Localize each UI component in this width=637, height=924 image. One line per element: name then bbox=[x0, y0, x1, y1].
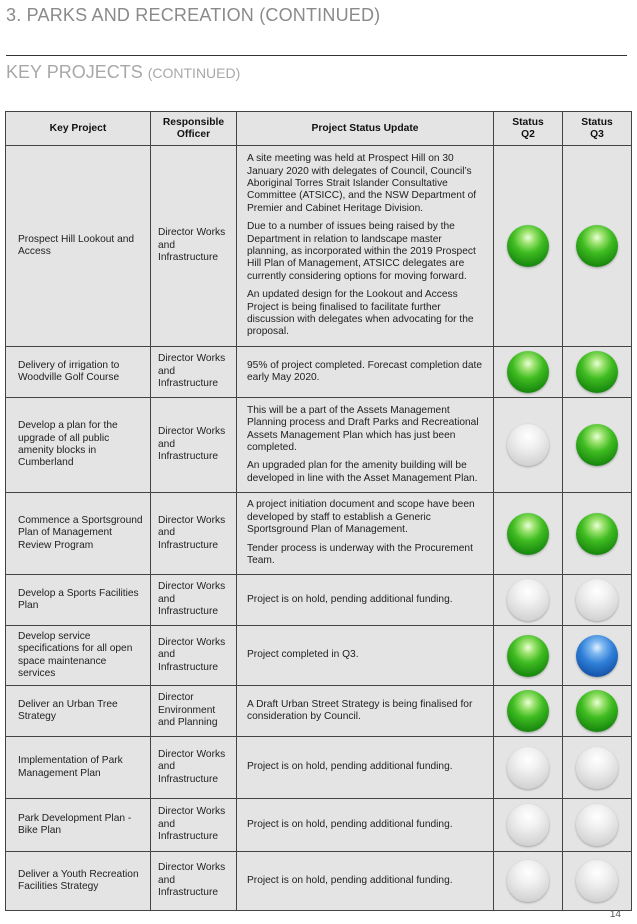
status-q3-cell bbox=[563, 852, 632, 911]
status-q2-cell bbox=[494, 626, 563, 686]
header-officer-line1: Responsible bbox=[162, 116, 225, 128]
responsible-officer-cell: Director Works and Infrastructure bbox=[151, 493, 237, 575]
status-update-paragraph: Project is on hold, pending additional funding. bbox=[247, 818, 453, 830]
status-green-indicator-icon bbox=[507, 225, 549, 267]
header-q3-line1: Status bbox=[581, 116, 613, 128]
key-project-cell: Park Development Plan - Bike Plan bbox=[6, 799, 151, 852]
responsible-officer-cell: Director Works and Infrastructure bbox=[151, 146, 237, 347]
key-project-cell: Commence a Sportsground Plan of Management Review Program bbox=[6, 493, 151, 575]
table-row bbox=[6, 493, 632, 575]
table-row bbox=[6, 799, 632, 852]
header-status-q3 bbox=[563, 112, 632, 146]
table-row bbox=[6, 575, 632, 626]
status-update-paragraph: Project is on hold, pending additional funding. bbox=[247, 874, 453, 886]
responsible-officer-cell: Director Environment and Planning bbox=[151, 686, 237, 737]
table-row bbox=[6, 626, 632, 686]
key-project-cell: Delivery of irrigation to Woodville Golf Course bbox=[6, 347, 151, 398]
status-update-cell bbox=[237, 686, 494, 737]
status-q2-cell bbox=[494, 493, 563, 575]
key-project-cell: Prospect Hill Lookout and Access bbox=[6, 146, 151, 347]
header-key-project: Key Project bbox=[6, 112, 151, 146]
responsible-officer-cell: Director Works and Infrastructure bbox=[151, 737, 237, 799]
status-q2-cell bbox=[494, 146, 563, 347]
status-green-indicator-icon bbox=[576, 424, 618, 466]
status-update-cell bbox=[237, 347, 494, 398]
status-grey-indicator-icon bbox=[507, 747, 549, 789]
status-q3-cell bbox=[563, 575, 632, 626]
status-q2-cell bbox=[494, 852, 563, 911]
status-q2-cell bbox=[494, 799, 563, 852]
key-project-cell: Deliver a Youth Recreation Facilities Strategy bbox=[6, 852, 151, 911]
key-project-cell: Deliver an Urban Tree Strategy bbox=[6, 686, 151, 737]
key-project-cell: Implementation of Park Management Plan bbox=[6, 737, 151, 799]
status-green-indicator-icon bbox=[507, 635, 549, 677]
status-q3-cell bbox=[563, 799, 632, 852]
table-row bbox=[6, 347, 632, 398]
status-q3-cell bbox=[563, 146, 632, 347]
responsible-officer-cell: Director Works and Infrastructure bbox=[151, 626, 237, 686]
table-row bbox=[6, 686, 632, 737]
status-grey-indicator-icon bbox=[576, 804, 618, 846]
status-grey-indicator-icon bbox=[507, 579, 549, 621]
status-green-indicator-icon bbox=[507, 513, 549, 555]
status-q3-cell bbox=[563, 686, 632, 737]
status-update-paragraph: Project is on hold, pending additional funding. bbox=[247, 761, 453, 773]
status-update-cell bbox=[237, 398, 494, 493]
status-green-indicator-icon bbox=[576, 690, 618, 732]
status-update-paragraph: A site meeting was held at Prospect Hill on 30 January 2020 with delegates of Council, Council’s Aboriginal Torres Strait Islander Consultative Committee (ATSICC), and the NSW Department of Premier and Cabinet Heritage Division. bbox=[247, 153, 477, 214]
status-update-cell bbox=[237, 493, 494, 575]
status-green-indicator-icon bbox=[507, 351, 549, 393]
status-update-cell bbox=[237, 737, 494, 799]
status-q2-cell bbox=[494, 686, 563, 737]
status-grey-indicator-icon bbox=[507, 860, 549, 902]
status-q3-cell bbox=[563, 347, 632, 398]
table-row bbox=[6, 398, 632, 493]
status-update-paragraph: A Draft Urban Street Strategy is being finalised for consideration by Council. bbox=[247, 698, 473, 722]
status-green-indicator-icon bbox=[576, 225, 618, 267]
status-update-paragraph: This will be a part of the Assets Management Planning process and Draft Parks and Recreational Assets Management Plan which has just been completed. bbox=[247, 404, 479, 453]
status-green-indicator-icon bbox=[576, 513, 618, 555]
status-grey-indicator-icon bbox=[576, 579, 618, 621]
status-q2-cell bbox=[494, 398, 563, 493]
status-q3-cell bbox=[563, 737, 632, 799]
status-update-paragraph: An updated design for the Lookout and Access Project is being finalised to facilitate further discussion with delegates when advocating for the proposal. bbox=[247, 289, 474, 338]
status-update-paragraph: Due to a number of issues being raised by the Department in relation to landscape master planning, as incorporated within the 2019 Prospect Hill Plan of Management, ATSICC delegates are currently considering options for moving forward. bbox=[247, 221, 476, 282]
status-update-paragraph: A project initiation document and scope have been developed by staff to establish a Generic Sportsground Plan of Management. bbox=[247, 499, 475, 536]
header-responsible-officer bbox=[151, 112, 237, 146]
responsible-officer-cell: Director Works and Infrastructure bbox=[151, 347, 237, 398]
status-green-indicator-icon bbox=[576, 351, 618, 393]
key-project-cell: Develop service specifications for all open space maintenance services bbox=[6, 626, 151, 686]
page-subtitle bbox=[6, 62, 240, 83]
header-status-q2 bbox=[494, 112, 563, 146]
status-update-paragraph: 95% of project completed. Forecast completion date early May 2020. bbox=[247, 359, 483, 383]
status-update-cell bbox=[237, 626, 494, 686]
status-grey-indicator-icon bbox=[576, 747, 618, 789]
table-row bbox=[6, 852, 632, 911]
header-status-update: Project Status Update bbox=[237, 112, 494, 146]
responsible-officer-cell: Director Works and Infrastructure bbox=[151, 799, 237, 852]
subtitle-continued: (CONTINUED) bbox=[147, 65, 241, 81]
responsible-officer-cell: Director Works and Infrastructure bbox=[151, 575, 237, 626]
status-green-indicator-icon bbox=[507, 690, 549, 732]
status-q2-cell bbox=[494, 575, 563, 626]
responsible-officer-cell: Director Works and Infrastructure bbox=[151, 852, 237, 911]
header-q2-line1: Status bbox=[512, 116, 544, 128]
status-update-cell bbox=[237, 852, 494, 911]
header-officer-line2: Officer bbox=[176, 128, 211, 140]
status-update-cell bbox=[237, 146, 494, 347]
status-update-paragraph: Project completed in Q3. bbox=[247, 649, 359, 661]
section-title: 3. PARKS AND RECREATION (CONTINUED) bbox=[6, 5, 381, 25]
status-q3-cell bbox=[563, 626, 632, 686]
status-grey-indicator-icon bbox=[576, 860, 618, 902]
key-project-cell: Develop a plan for the upgrade of all public amenity blocks in Cumberland bbox=[6, 398, 151, 493]
header-q2-line2: Q2 bbox=[521, 128, 535, 140]
status-q3-cell bbox=[563, 398, 632, 493]
status-update-paragraph: Project is on hold, pending additional funding. bbox=[247, 593, 453, 605]
table-row bbox=[6, 146, 632, 347]
status-update-paragraph: An upgraded plan for the amenity building will be developed in line with the Asset Management Plan. bbox=[247, 460, 478, 484]
key-projects-table bbox=[5, 111, 632, 911]
status-q2-cell bbox=[494, 737, 563, 799]
subtitle-main: KEY PROJECTS bbox=[6, 62, 143, 82]
responsible-officer-cell: Director Works and Infrastructure bbox=[151, 398, 237, 493]
header-q3-line2: Q3 bbox=[590, 128, 604, 140]
table-row bbox=[6, 737, 632, 799]
page-number: 14 bbox=[609, 909, 621, 920]
status-grey-indicator-icon bbox=[507, 424, 549, 466]
status-q3-cell bbox=[563, 493, 632, 575]
status-update-cell bbox=[237, 575, 494, 626]
status-q2-cell bbox=[494, 347, 563, 398]
status-update-cell bbox=[237, 799, 494, 852]
status-grey-indicator-icon bbox=[507, 804, 549, 846]
header-divider bbox=[6, 55, 627, 56]
key-project-cell: Develop a Sports Facilities Plan bbox=[6, 575, 151, 626]
status-update-paragraph: Tender process is underway with the Procurement Team. bbox=[247, 542, 473, 567]
table-header-row bbox=[6, 112, 632, 146]
status-blue-indicator-icon bbox=[576, 635, 618, 677]
